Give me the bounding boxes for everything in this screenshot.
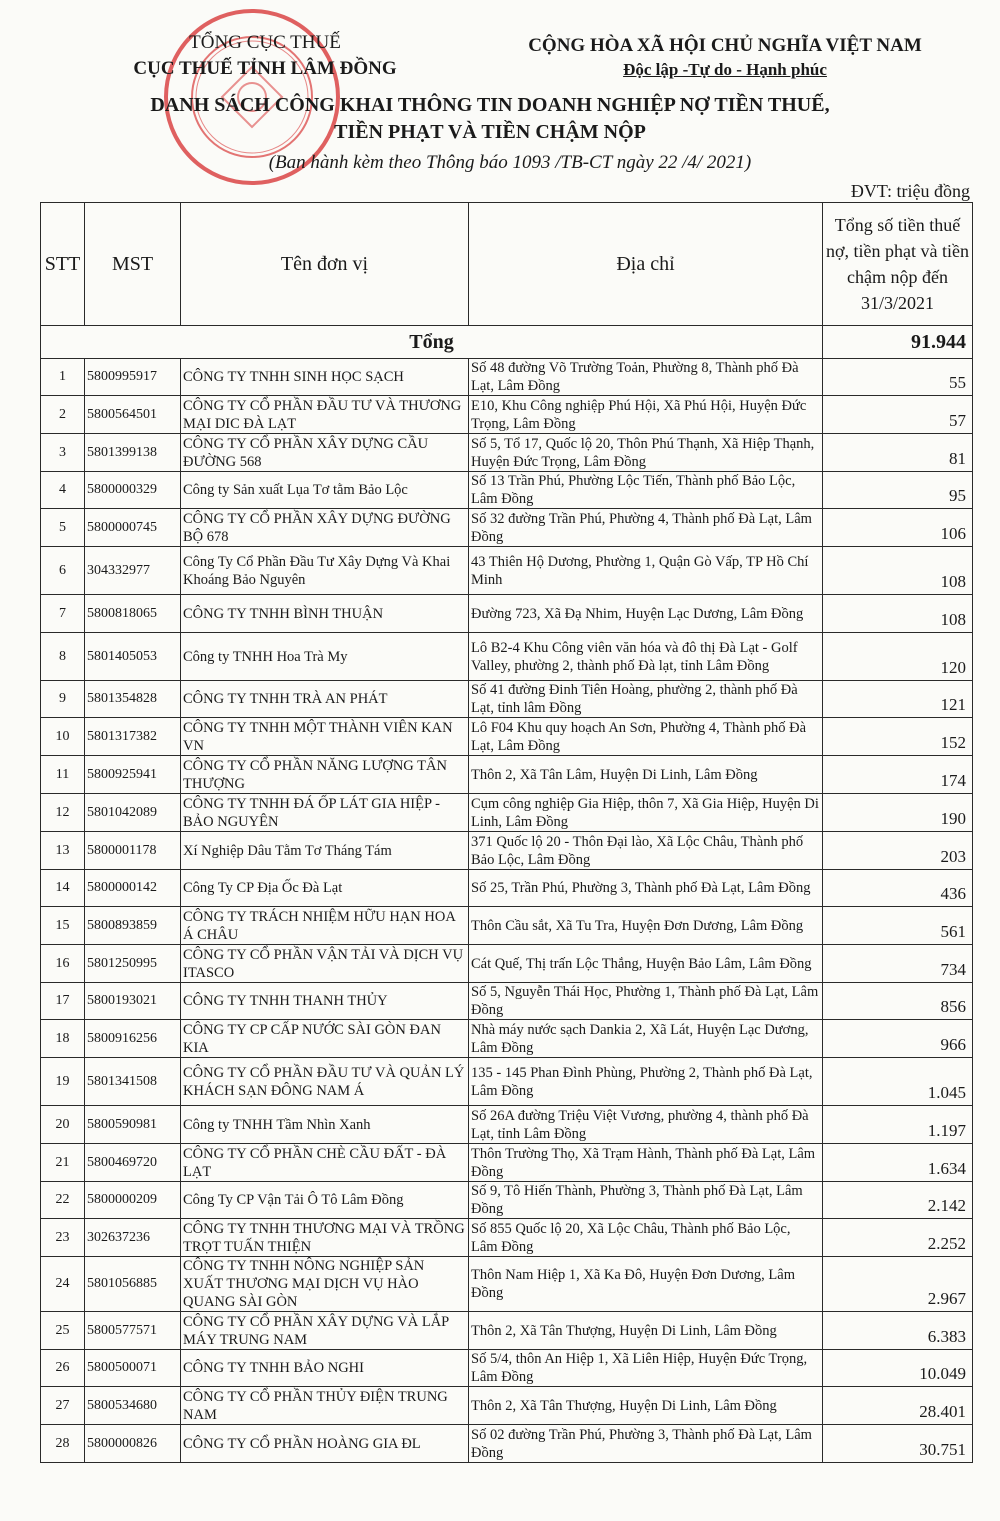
cell-address: Số 02 đường Trần Phú, Phường 3, Thành phố Đà Lạt, Lâm Đồng (469, 1425, 823, 1463)
cell-mst: 5800925941 (85, 756, 181, 794)
cell-stt: 9 (41, 681, 85, 718)
table-row (41, 547, 973, 595)
table-row (41, 434, 973, 472)
table-row (41, 832, 973, 870)
cell-stt: 8 (41, 633, 85, 681)
cell-amount: 55 (823, 359, 973, 396)
cell-mst: 5801250995 (85, 945, 181, 983)
cell-address: Thôn Trường Thọ, Xã Trạm Hành, Thành phố Đà Lạt, Lâm Đồng (469, 1144, 823, 1182)
cell-name: CÔNG TY CỔ PHẦN XÂY DỰNG ĐƯỜNG BỘ 678 (181, 509, 469, 547)
cell-name: Công ty TNHH Hoa Trà My (181, 633, 469, 681)
cell-address: Thôn 2, Xã Tân Thượng, Huyện Di Linh, Lâm Đồng (469, 1312, 823, 1350)
cell-name: Công ty Sản xuất Lụa Tơ tằm Bảo Lộc (181, 472, 469, 509)
cell-mst: 5800916256 (85, 1020, 181, 1058)
cell-stt: 20 (41, 1106, 85, 1144)
cell-mst: 5801399138 (85, 434, 181, 472)
cell-mst: 5800193021 (85, 983, 181, 1020)
cell-amount: 966 (823, 1020, 973, 1058)
cell-stt: 14 (41, 870, 85, 907)
cell-mst: 5801056885 (85, 1257, 181, 1312)
cell-mst: 5800000209 (85, 1182, 181, 1219)
header-name: Tên đơn vị (181, 203, 469, 326)
table-row (41, 1219, 973, 1257)
cell-amount: 108 (823, 547, 973, 595)
cell-mst: 304332977 (85, 547, 181, 595)
cell-amount: 6.383 (823, 1312, 973, 1350)
cell-amount: 174 (823, 756, 973, 794)
cell-stt: 24 (41, 1257, 85, 1312)
cell-address: 43 Thiên Hộ Dương, Phường 1, Quận Gò Vấp, TP Hồ Chí Minh (469, 547, 823, 595)
cell-stt: 25 (41, 1312, 85, 1350)
cell-mst: 5801405053 (85, 633, 181, 681)
cell-amount: 121 (823, 681, 973, 718)
header-stt: STT (41, 203, 85, 326)
cell-name: CÔNG TY CỔ PHẦN XÂY DỰNG CẦU ĐƯỜNG 568 (181, 434, 469, 472)
debt-table (40, 202, 973, 1463)
cell-stt: 16 (41, 945, 85, 983)
motto: Độc lập -Tự do - Hạnh phúc (623, 60, 827, 79)
cell-mst: 5800818065 (85, 595, 181, 633)
table-row (41, 907, 973, 945)
cell-mst: 5800000745 (85, 509, 181, 547)
cell-address: Số 855 Quốc lộ 20, Xã Lộc Châu, Thành phố Bảo Lộc, Lâm Đồng (469, 1219, 823, 1257)
cell-amount: 81 (823, 434, 973, 472)
cell-address: Số 5, Nguyễn Thái Học, Phường 1, Thành phố Đà Lạt, Lâm Đồng (469, 983, 823, 1020)
cell-mst: 5800534680 (85, 1387, 181, 1425)
cell-name: CÔNG TY CỔ PHẦN VẬN TẢI VÀ DỊCH VỤ ITASCO (181, 945, 469, 983)
cell-address: Thôn Nam Hiệp 1, Xã Ka Đô, Huyện Đơn Dương, Lâm Đồng (469, 1257, 823, 1312)
cell-address: Thôn 2, Xã Tân Thượng, Huyện Di Linh, Lâm Đồng (469, 1387, 823, 1425)
cell-address: 135 - 145 Phan Đình Phùng, Phường 2, Thành phố Đà Lạt, Lâm Đồng (469, 1058, 823, 1106)
cell-name: Công ty TNHH Tầm Nhìn Xanh (181, 1106, 469, 1144)
cell-address: Cát Quế, Thị trấn Lộc Thắng, Huyện Bảo Lâm, Lâm Đồng (469, 945, 823, 983)
cell-amount: 203 (823, 832, 973, 870)
cell-name: CÔNG TY CỔ PHẦN ĐẦU TƯ VÀ QUẢN LÝ KHÁCH SẠN ĐÔNG NAM Á (181, 1058, 469, 1106)
cell-address: 371 Quốc lộ 20 - Thôn Đại lào, Xã Lộc Châu, Thành phố Bảo Lộc, Lâm Đồng (469, 832, 823, 870)
cell-name: Công Ty CP Địa Ốc Đà Lạt (181, 870, 469, 907)
cell-name: Công Ty Cổ Phần Đầu Tư Xây Dựng Và Khai Khoáng Bảo Nguyên (181, 547, 469, 595)
cell-stt: 23 (41, 1219, 85, 1257)
table-row (41, 870, 973, 907)
cell-name: CÔNG TY CỔ PHẦN NĂNG LƯỢNG TÂN THƯỢNG (181, 756, 469, 794)
cell-address: Số 26A đường Triệu Việt Vương, phường 4, thành phố Đà Lạt, tỉnh Lâm Đồng (469, 1106, 823, 1144)
cell-amount: 190 (823, 794, 973, 832)
cell-amount: 734 (823, 945, 973, 983)
cell-mst: 5800893859 (85, 907, 181, 945)
table-header-row (41, 203, 973, 326)
cell-amount: 561 (823, 907, 973, 945)
cell-name: Xí Nghiệp Dâu Tằm Tơ Tháng Tám (181, 832, 469, 870)
cell-stt: 1 (41, 359, 85, 396)
cell-name: CÔNG TY TNHH BÌNH THUẬN (181, 595, 469, 633)
cell-amount: 10.049 (823, 1350, 973, 1387)
cell-amount: 856 (823, 983, 973, 1020)
cell-stt: 2 (41, 396, 85, 434)
cell-address: Số 5/4, thôn An Hiệp 1, Xã Liên Hiệp, Huyện Đức Trọng, Lâm Đồng (469, 1350, 823, 1387)
table-row (41, 633, 973, 681)
total-value: 91.944 (823, 326, 973, 359)
cell-address: E10, Khu Công nghiệp Phú Hội, Xã Phú Hội, Huyện Đức Trọng, Lâm Đồng (469, 396, 823, 434)
cell-address: Số 9, Tô Hiến Thành, Phường 3, Thành phố Đà Lạt, Lâm Đồng (469, 1182, 823, 1219)
total-label: Tổng (41, 326, 823, 359)
header-total: Tổng số tiền thuế nợ, tiền phạt và tiền chậm nộp đến 31/3/2021 (823, 203, 973, 326)
agency-header (95, 30, 435, 82)
table-row (41, 1058, 973, 1106)
table-row (41, 1312, 973, 1350)
cell-name: CÔNG TY CỔ PHẦN ĐẦU TƯ VÀ THƯƠNG MẠI DIC ĐÀ LẠT (181, 396, 469, 434)
cell-address: Số 25, Trần Phú, Phường 3, Thành phố Đà Lạt, Lâm Đồng (469, 870, 823, 907)
cell-stt: 28 (41, 1425, 85, 1463)
cell-mst: 5800000329 (85, 472, 181, 509)
cell-mst: 5800564501 (85, 396, 181, 434)
cell-address: Đường 723, Xã Đạ Nhim, Huyện Lạc Dương, Lâm Đồng (469, 595, 823, 633)
cell-mst: 302637236 (85, 1219, 181, 1257)
cell-stt: 11 (41, 756, 85, 794)
cell-stt: 18 (41, 1020, 85, 1058)
cell-stt: 17 (41, 983, 85, 1020)
table-row (41, 1182, 973, 1219)
table-row (41, 472, 973, 509)
cell-address: Lô B2-4 Khu Công viên văn hóa và đô thị Đà Lạt - Golf Valley, phường 2, thành phố Đà lạt, tỉnh Lâm Đồng (469, 633, 823, 681)
cell-address: Lô F04 Khu quy hoạch An Sơn, Phường 4, Thành phố Đà Lạt, Lâm Đồng (469, 718, 823, 756)
cell-amount: 30.751 (823, 1425, 973, 1463)
cell-mst: 5801354828 (85, 681, 181, 718)
nation-name: CỘNG HÒA XÃ HỘI CHỦ NGHĨA VIỆT NAM (528, 35, 922, 56)
cell-address: Cụm công nghiệp Gia Hiệp, thôn 7, Xã Gia Hiệp, Huyện Di Linh, Lâm Đồng (469, 794, 823, 832)
cell-name: CÔNG TY TNHH ĐÁ ỐP LÁT GIA HIỆP - BẢO NGUYÊN (181, 794, 469, 832)
cell-amount: 120 (823, 633, 973, 681)
cell-address: Số 13 Trần Phú, Phường Lộc Tiến, Thành phố Bảo Lộc, Lâm Đồng (469, 472, 823, 509)
nation-header (490, 33, 960, 81)
table-row (41, 1144, 973, 1182)
cell-stt: 12 (41, 794, 85, 832)
table-row (41, 396, 973, 434)
cell-amount: 1.045 (823, 1058, 973, 1106)
cell-stt: 7 (41, 595, 85, 633)
table-row (41, 794, 973, 832)
cell-address: Thôn Cầu sắt, Xã Tu Tra, Huyện Đơn Dương, Lâm Đồng (469, 907, 823, 945)
cell-address: Số 5, Tổ 17, Quốc lộ 20, Thôn Phú Thạnh, Xã Hiệp Thạnh, Huyện Đức Trọng, Lâm Đồng (469, 434, 823, 472)
cell-mst: 5801341508 (85, 1058, 181, 1106)
total-row (41, 326, 973, 359)
cell-mst: 5801042089 (85, 794, 181, 832)
cell-amount: 28.401 (823, 1387, 973, 1425)
cell-amount: 106 (823, 509, 973, 547)
document-subtitle: (Ban hành kèm theo Thông báo 1093 /TB-CT ngày 22 /4/ 2021) (268, 152, 752, 173)
cell-stt: 26 (41, 1350, 85, 1387)
cell-amount: 1.634 (823, 1144, 973, 1182)
cell-address: Số 32 đường Trần Phú, Phường 4, Thành phố Đà Lạt, Lâm Đồng (469, 509, 823, 547)
cell-stt: 5 (41, 509, 85, 547)
cell-stt: 13 (41, 832, 85, 870)
unit-label: ĐVT: triệu đồng (850, 181, 970, 201)
cell-name: CÔNG TY CP CẤP NƯỚC SÀI GÒN ĐAN KIA (181, 1020, 469, 1058)
cell-amount: 2.142 (823, 1182, 973, 1219)
cell-amount: 1.197 (823, 1106, 973, 1144)
cell-mst: 5800500071 (85, 1350, 181, 1387)
cell-address: Số 41 đường Đinh Tiên Hoàng, phường 2, thành phố Đà Lạt, tỉnh lâm Đồng (469, 681, 823, 718)
cell-name: CÔNG TY TNHH BẢO NGHI (181, 1350, 469, 1387)
cell-name: CÔNG TY TNHH TRÀ AN PHÁT (181, 681, 469, 718)
cell-stt: 15 (41, 907, 85, 945)
cell-stt: 10 (41, 718, 85, 756)
table-row (41, 718, 973, 756)
cell-mst: 5800577571 (85, 1312, 181, 1350)
cell-name: CÔNG TY TNHH NÔNG NGHIỆP SẢN XUẤT THƯƠNG MẠI DỊCH VỤ HÀO QUANG SÀI GÒN (181, 1257, 469, 1312)
table-row (41, 681, 973, 718)
cell-stt: 22 (41, 1182, 85, 1219)
cell-amount: 57 (823, 396, 973, 434)
cell-stt: 6 (41, 547, 85, 595)
cell-stt: 27 (41, 1387, 85, 1425)
document-title (110, 92, 870, 146)
cell-amount: 95 (823, 472, 973, 509)
cell-amount: 2.252 (823, 1219, 973, 1257)
header-mst: MST (85, 203, 181, 326)
table-row (41, 359, 973, 396)
table-row (41, 1425, 973, 1463)
cell-amount: 108 (823, 595, 973, 633)
title-line2: TIỀN PHẠT VÀ TIỀN CHẬM NỘP (334, 121, 646, 143)
table-row (41, 945, 973, 983)
cell-amount: 436 (823, 870, 973, 907)
cell-name: CÔNG TY CỔ PHẦN XÂY DỰNG VÀ LẮP MÁY TRUNG NAM (181, 1312, 469, 1350)
cell-mst: 5801317382 (85, 718, 181, 756)
cell-name: CÔNG TY TRÁCH NHIỆM HỮU HẠN HOA Á CHÂU (181, 907, 469, 945)
table-row (41, 1387, 973, 1425)
table-row (41, 1020, 973, 1058)
title-line1: DANH SÁCH CÔNG KHAI THÔNG TIN DOANH NGHIỆP NỢ TIỀN THUẾ, (150, 94, 830, 116)
cell-name: CÔNG TY TNHH THƯƠNG MẠI VÀ TRỒNG TRỌT TUẤN THIỆN (181, 1219, 469, 1257)
cell-mst: 5800995917 (85, 359, 181, 396)
table-row (41, 1106, 973, 1144)
table-row (41, 509, 973, 547)
cell-amount: 2.967 (823, 1257, 973, 1312)
agency-line2: CỤC THUẾ TỈNH LÂM ĐỒNG (133, 58, 397, 79)
cell-stt: 3 (41, 434, 85, 472)
header-address: Địa chỉ (469, 203, 823, 326)
cell-address: Thôn 2, Xã Tân Lâm, Huyện Di Linh, Lâm Đồng (469, 756, 823, 794)
cell-name: Công Ty CP Vận Tải Ô Tô Lâm Đồng (181, 1182, 469, 1219)
cell-mst: 5800469720 (85, 1144, 181, 1182)
agency-line1: TỔNG CỤC THUẾ (189, 32, 341, 53)
cell-name: CÔNG TY CỔ PHẦN HOÀNG GIA ĐL (181, 1425, 469, 1463)
cell-amount: 152 (823, 718, 973, 756)
cell-mst: 5800590981 (85, 1106, 181, 1144)
table-row (41, 756, 973, 794)
cell-stt: 19 (41, 1058, 85, 1106)
cell-address: Nhà máy nước sạch Dankia 2, Xã Lát, Huyện Lạc Dương, Lâm Đồng (469, 1020, 823, 1058)
cell-name: CÔNG TY TNHH THANH THỦY (181, 983, 469, 1020)
cell-mst: 5800000826 (85, 1425, 181, 1463)
cell-mst: 5800000142 (85, 870, 181, 907)
cell-name: CÔNG TY CỔ PHẦN THỦY ĐIỆN TRUNG NAM (181, 1387, 469, 1425)
cell-stt: 21 (41, 1144, 85, 1182)
table-row (41, 1350, 973, 1387)
cell-name: CÔNG TY TNHH SINH HỌC SẠCH (181, 359, 469, 396)
table-row (41, 983, 973, 1020)
cell-name: CÔNG TY CỔ PHẦN CHÈ CẦU ĐẤT - ĐÀ LẠT (181, 1144, 469, 1182)
cell-stt: 4 (41, 472, 85, 509)
cell-name: CÔNG TY TNHH MỘT THÀNH VIÊN KAN VN (181, 718, 469, 756)
table-row (41, 595, 973, 633)
table-row (41, 1257, 973, 1312)
cell-mst: 5800001178 (85, 832, 181, 870)
cell-address: Số 48 đường Võ Trường Toản, Phường 8, Thành phố Đà Lạt, Lâm Đồng (469, 359, 823, 396)
